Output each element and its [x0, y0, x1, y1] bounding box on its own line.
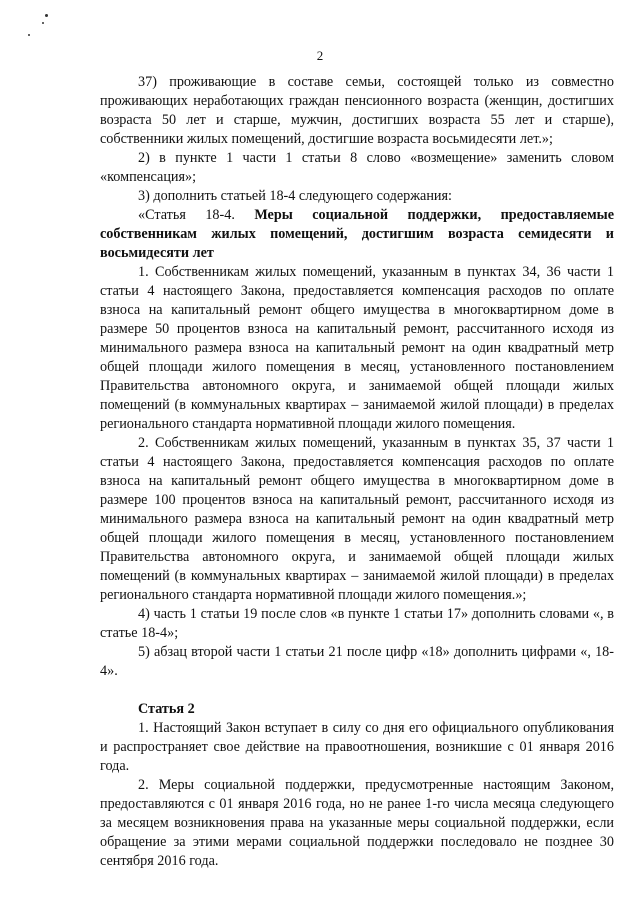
- document-body: [100, 73, 614, 871]
- scan-speck: [42, 22, 44, 24]
- page-number: 2: [316, 48, 324, 63]
- article-18-4-part-2: 2. Собственникам жилых помещений, указанным в пунктах 35, 37 части 1 статьи 4 настоящего Закона, предоставляется компенсация расходов по оплате взноса на капитальный ремонт общего имущества в многоквартирном доме в размере 100 процентов взноса на капитальный ремонт, рассчитанного исходя из минимального размера взноса на капитальный ремонт на один квадратный метр общей площади жилого помещения в месяц, установленного постановлением Правительства автономного округа, и занимаемой общей площади жилых помещений (в коммунальных квартирах – занимаемой жилой площади) в пределах регионального стандарта нормативной площади жилого помещения.»;: [100, 435, 614, 603]
- paragraph-amendment-4: 4) часть 1 статьи 19 после слов «в пункте 1 статьи 17» дополнить словами «, в статье 18-4»;: [100, 606, 614, 641]
- paragraph-amendment-5: 5) абзац второй части 1 статьи 21 после цифр «18» дополнить цифрами «, 18-4».: [100, 644, 614, 679]
- article-18-4-part-1: 1. Собственникам жилых помещений, указанным в пунктах 34, 36 части 1 статьи 4 настоящего Закона, предоставляется компенсация расходов по оплате взноса на капитальный ремонт общего имущества в многоквартирном доме в размере 50 процентов взноса на капитальный ремонт, рассчитанного исходя из минимального размера взноса на капитальный ремонт на один квадратный метр общей площади жилого помещения в месяц, установленного постановлением Правительства автономного округа, и занимаемой общей площади жилых помещений (в коммунальных квартирах – занимаемой жилой площади) в пределах регионального стандарта нормативной площади жилого помещения.: [100, 264, 614, 432]
- article-2-part-1: 1. Настоящий Закон вступает в силу со дня его официального опубликования и распространяет свое действие на правоотношения, возникшие с 01 января 2016 года.: [100, 720, 614, 774]
- paragraph-amendment-2: 2) в пункте 1 части 1 статьи 8 слово «возмещение» заменить словом «компенсация»;: [100, 150, 614, 185]
- paragraph-amendment-3: 3) дополнить статьей 18-4 следующего содержания:: [138, 188, 452, 204]
- article-18-4-prefix: «Статья 18-4.: [138, 207, 255, 223]
- scan-speck: [45, 14, 48, 17]
- paragraph-item-37: 37) проживающие в составе семьи, состоящей только из совместно проживающих неработающих граждан пенсионного возраста (женщин, достигших возраста 50 лет и старше, мужчин, достигших возраста 55 лет и старше), собственники жилых помещений, достигшие возраста восьмидесяти лет.»;: [100, 74, 614, 147]
- article-18-4-title: [100, 206, 614, 263]
- article-2-part-2: 2. Меры социальной поддержки, предусмотренные настоящим Законом, предоставляются с 01 января 2016 года, но не ранее 1-го числа месяца следующего за месяцем возникновения права на указанные меры социальной поддержки, если обращение за этими мерами социальной поддержки последовало не позднее 30 сентября 2016 года.: [100, 777, 614, 869]
- scan-speck: [28, 34, 30, 36]
- article-18-4-heading: Меры социальной поддержки, предоставляемые собственникам жилых помещений, достигшим возраста семидесяти и восьмидесяти лет: [100, 207, 615, 261]
- article-2-heading: Статья 2: [138, 701, 195, 717]
